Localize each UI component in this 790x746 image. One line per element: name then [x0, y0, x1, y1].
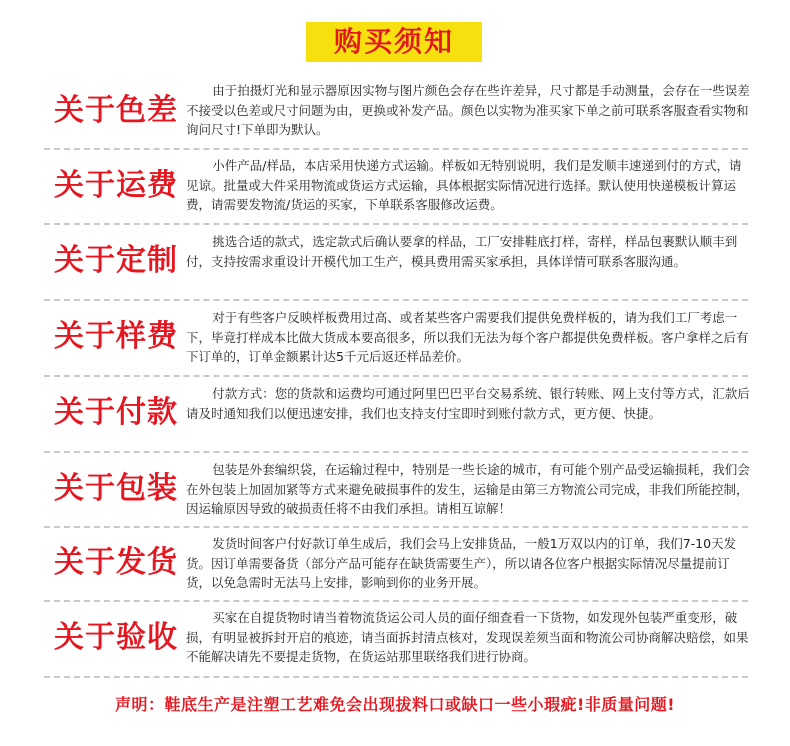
section-description: 买家在自提货物时请当着物流货运公司人员的面仔细查看一下货物，如发现外包装严重变形，破损，有明显被拆封开启的痕迹，请当面拆封清点核对，发现误差须当面和物流公司协商解决赔偿，如果不能解决请先不要提走货物，在货运站那里联络我们进行协商。 [186, 610, 749, 664]
section-divider [44, 223, 748, 225]
section-heading: 关于验收 [54, 620, 178, 655]
section-heading: 关于色差 [54, 93, 178, 128]
section-description: 挑选合适的款式，选定款式后确认要拿的样品，工厂安排鞋底打样，寄样，样品包裹默认顺丰到付，支持按需求重设计开模代加工生产，模具费用需买家承担，具体详情可联系客服沟通。 [186, 234, 738, 269]
section-divider [44, 375, 748, 377]
section-heading: 关于运费 [54, 168, 178, 203]
section-description: 由于拍摄灯光和显示器原因实物与图片颜色会存在些许差异，尺寸都是手动测量，会存在一些误差不接受以色差或尺寸问题为由，更换或补发产品。颜色以实物为准买家下单之前可联系客服查看实物和询问尺寸!下单即为默认。 [186, 83, 750, 137]
section-heading: 关于发货 [54, 545, 178, 580]
section-heading: 关于包装 [54, 471, 178, 506]
section-heading: 关于样费 [54, 319, 178, 354]
section-divider [44, 299, 748, 301]
section-divider [44, 676, 748, 678]
section-divider [44, 600, 748, 602]
section-description: 对于有些客户反映样板费用过高、或者某些客户需要我们提供免费样板的，请为我们工厂考虑一下，毕竟打样成本比做大货成本要高很多，所以我们无法为每个客户都提供免费样板。客户拿样之后有下订单的，订单金额累计达5千元后返还样品差价。 [186, 310, 749, 364]
section-description: 发货时间客户付好款订单生成后，我们会马上安排货品，一般1万双以内的订单，我们7-10天发货。因订单需要备货（部分产品可能存在缺货需要生产），所以请各位客户根据实际情况尽量提前订货，以免急需时无法马上安排，影响到你的业务开展。 [186, 536, 737, 590]
section-heading: 关于付款 [54, 395, 178, 430]
section-divider [44, 148, 748, 150]
section-divider [44, 526, 748, 528]
footer-notice: 声明：鞋底生产是注塑工艺难免会出现拔料口或缺口一些小瑕疵!非质量问题! [114, 695, 676, 714]
section-description: 包装是外套编织袋，在运输过程中，特别是一些长途的城市，有可能个别产品受运输损耗，我们会在外包装上加固加紧等方式来避免破损事件的发生，运输是由第三方物流公司完成，非我们所能控制，因运输原因导致的破损责任将不由我们承担。请相互谅解！ [186, 462, 750, 516]
section-divider [44, 451, 748, 453]
section-description: 小件产品/样品，本店采用快递方式运输。样板如无特别说明，我们是发顺丰速递到付的方式，请见谅。批量或大件采用物流或货运方式运输，具体根据实际情况进行选择。默认使用快递模板计算运费，请需要发物流/货运的买家，下单联系客服修改运费。 [186, 158, 742, 212]
section-heading: 关于定制 [54, 243, 178, 278]
page-title: 购买须知 [333, 25, 454, 58]
section-description: 付款方式：您的货款和运费均可通过阿里巴巴平台交易系统、银行转账、网上支付等方式，汇款后请及时通知我们以便迅速安排，我们也支持支付宝即时到账付款方式，更方便、快捷。 [186, 386, 750, 421]
